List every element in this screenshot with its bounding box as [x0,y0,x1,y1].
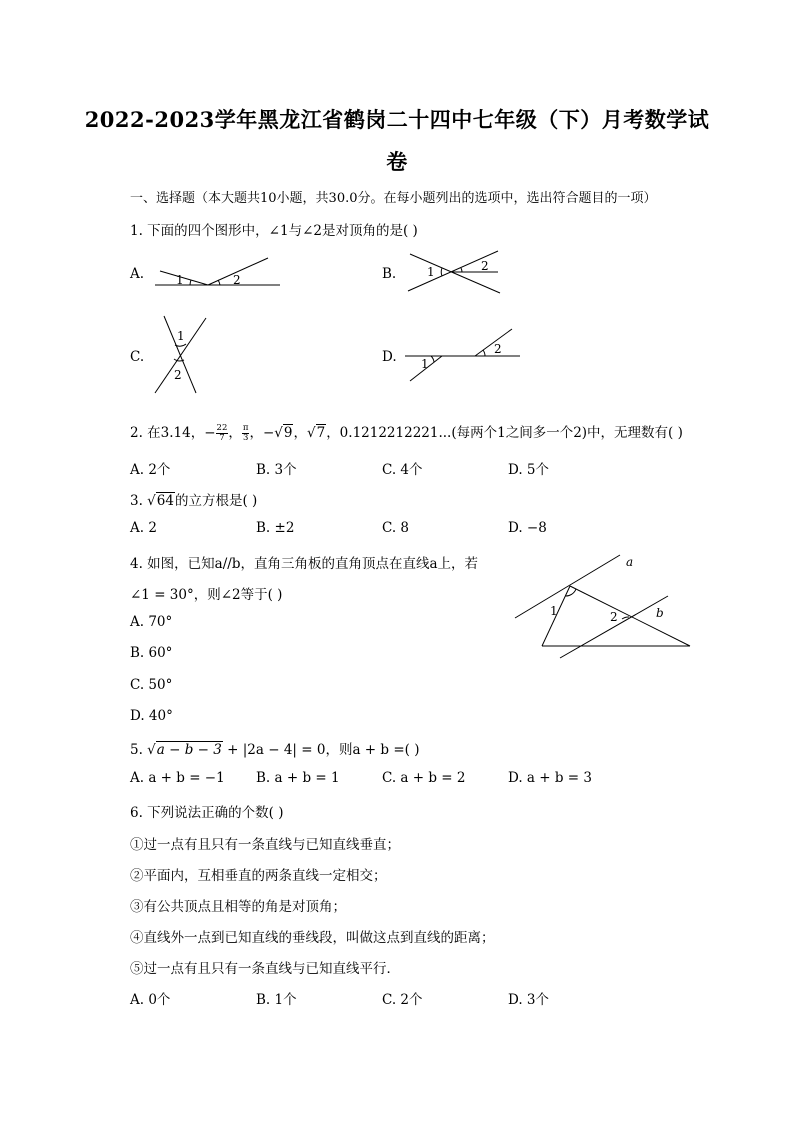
q3-option-a: A. 2 [130,520,157,536]
exam-title-line2: 卷 [386,149,408,174]
q6-option-a: A. 0个 [130,992,171,1008]
q1c-angle1-label: 1 [177,329,185,343]
q1-option-d-label: D. [382,349,397,365]
q4-stem-line1: 4. 如图，已知a//b，直角三角板的直角顶点在直线a上，若 [130,556,479,572]
section-heading: 一、选择题（本大题共10小题，共30.0分。在每小题列出的选项中，选出符合题目的一项） [130,191,657,206]
q1-option-a-label: A. [130,266,145,282]
q2-stem: 2. 在3.14，− $\frac{22}{7}$ ， $\frac{\pi}{3}$ ，−√9，√7，0.1212212221...(每两个1之间多一个2)中，无理数有( ) [130,423,683,443]
q4-option-d: D. 40° [130,708,173,724]
q2-option-c: C. 4个 [382,462,423,478]
q1-figure-b [400,248,510,296]
q2-fraction-22-7: $\frac{22}{7}$ [216,423,228,443]
q3-option-d: D. −8 [508,520,547,536]
q1c-angle2-label: 2 [174,368,182,382]
q2-option-b: B. 3个 [256,462,297,478]
q2-radicand-7: 7 [316,425,326,441]
q5-option-b: B. a + b = 1 [256,770,340,786]
q3-stem: 3. √64的立方根是( ) [130,493,258,509]
q1-option-c-label: C. [130,349,145,365]
q6-option-c: C. 2个 [382,992,423,1008]
q3-option-c: C. 8 [382,520,410,536]
q2-option-a: A. 2个 [130,462,171,478]
exam-title-line1: 2022-2023学年黑龙江省鹤岗二十四中七年级（下）月考数学试 [84,107,710,132]
q1d-angle1-label: 1 [421,357,429,371]
q1b-angle1-label: 1 [427,265,435,279]
q6-item-5: ⑤过一点有且只有一条直线与已知直线平行． [130,961,400,977]
q4-line-a-label: a [626,555,634,569]
q4-option-a: A. 70° [130,614,173,630]
q4-figure [510,550,700,662]
q4-stem-line2: ∠1 = 30°，则∠2等于( ) [130,587,283,603]
q2-radicand-9: 9 [283,425,293,441]
q3-option-b: B. ±2 [256,520,295,536]
q1-figure-a [150,254,285,294]
q6-item-4: ④直线外一点到已知直线的垂线段，叫做这点到直线的距离； [130,930,495,946]
q6-item-2: ②平面内，互相垂直的两条直线一定相交； [130,868,387,884]
q2-fraction-pi-3: $\frac{\pi}{3}$ [242,423,249,443]
q6-stem: 6. 下列说法正确的个数( ) [130,805,284,821]
q1b-angle2-label: 2 [481,259,489,273]
q1-figure-d [400,326,525,386]
q3-radicand: 64 [156,493,174,509]
q1d-angle2-label: 2 [494,342,502,356]
q6-item-1: ①过一点有且只有一条直线与已知直线垂直； [130,837,400,853]
q4-angle2-label: 2 [610,610,618,624]
q4-angle1-label: 1 [550,604,558,618]
q1-stem: 1. 下面的四个图形中，∠1与∠2是对顶角的是( ) [130,223,418,239]
q2-option-d: D. 5个 [508,462,550,478]
q6-item-3: ③有公共顶点且相等的角是对顶角； [130,899,346,915]
q5-option-a: A. a + b = −1 [130,770,225,786]
q4-option-b: B. 60° [130,645,173,661]
q5-option-d: D. a + b = 3 [508,770,592,786]
q4-option-c: C. 50° [130,677,173,693]
q1-figure-c [150,313,210,397]
q1a-angle1-label: 1 [176,273,184,287]
q1-option-b-label: B. [382,266,397,282]
q6-option-d: D. 3个 [508,992,550,1008]
q5-radicand: a − b − 3 [156,742,222,758]
q5-option-c: C. a + b = 2 [382,770,466,786]
q4-line-b-label: b [656,606,664,620]
q5-stem: 5. √a − b − 3 + |2a − 4| = 0，则a + b =( ) [130,742,420,758]
q6-option-b: B. 1个 [256,992,297,1008]
q1a-angle2-label: 2 [233,273,241,287]
q2-prefix: 2. 在3.14，− [130,425,216,441]
